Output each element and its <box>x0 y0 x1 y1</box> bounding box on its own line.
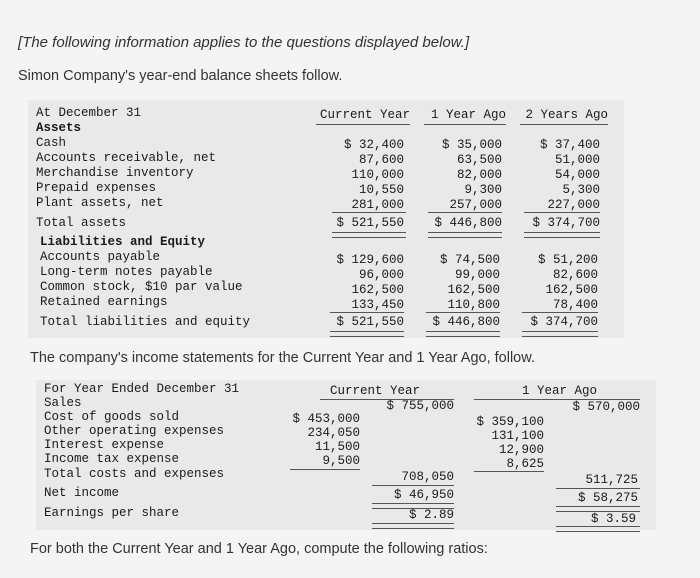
row-current: 162,500 <box>351 283 404 297</box>
row-current: 11,500 <box>314 440 360 454</box>
row-label: Other operating expenses <box>44 424 225 438</box>
row-2yr: 54,000 <box>554 168 600 182</box>
subtotal-line-2 <box>428 212 502 213</box>
row-1yr: $ 35,000 <box>441 138 502 152</box>
total-double-line-1 <box>332 232 406 238</box>
balance-heading: Simon Company's year-end balance sheets follow. <box>18 68 343 84</box>
liabilities-title: Liabilities and Equity <box>40 235 206 249</box>
bs-header-current: Current Year <box>319 108 410 122</box>
subtotal-line-1 <box>332 212 406 213</box>
eps-label: Earnings per share <box>44 506 180 520</box>
row-label: Merchandise inventory <box>36 166 194 180</box>
footer-text: For both the Current Year and 1 Year Ago, compute the following ratios: <box>30 541 488 557</box>
total-liab-1yr: $ 446,800 <box>432 315 500 329</box>
subtotal-line-4 <box>330 312 404 313</box>
row-current: $ 129,600 <box>336 253 404 267</box>
row-label: Accounts payable <box>40 250 161 264</box>
row-current: 234,050 <box>307 426 360 440</box>
row-current: 87,600 <box>358 153 404 167</box>
row-1yr: 257,000 <box>449 198 502 212</box>
row-1yr: 99,000 <box>454 268 500 282</box>
expense-subtotal-line-2 <box>474 471 544 472</box>
row-2yr: 5,300 <box>562 183 600 197</box>
row-current: 96,000 <box>358 268 404 282</box>
header-underline-1 <box>316 124 410 125</box>
sales-1yr: $ 570,000 <box>572 400 640 414</box>
expense-subtotal-line-1 <box>290 469 360 470</box>
row-2yr: 78,400 <box>552 298 598 312</box>
row-current: 110,000 <box>351 168 404 182</box>
total-assets-2yr: $ 374,700 <box>532 216 600 230</box>
row-current: $ 32,400 <box>343 138 404 152</box>
intro-text: [The following information applies to the questions displayed below.] <box>18 34 470 51</box>
subtotal-line-5 <box>426 312 500 313</box>
bs-header-2yr: 2 Years Ago <box>525 108 608 122</box>
is-header-label: For Year Ended December 31 <box>44 382 240 396</box>
row-1yr: $ 74,500 <box>439 253 500 267</box>
row-1yr: 162,500 <box>447 283 500 297</box>
net-income-current: $ 46,950 <box>393 488 454 502</box>
row-label: Long-term notes payable <box>40 265 213 279</box>
total-double-line-2 <box>428 232 502 238</box>
row-current: 281,000 <box>351 198 404 212</box>
eps-double-line-1 <box>372 523 454 529</box>
row-1yr: $ 359,100 <box>476 415 544 429</box>
sales-current: $ 755,000 <box>386 399 454 413</box>
row-label: Prepaid expenses <box>36 181 157 195</box>
total-liab-current: $ 521,550 <box>336 315 404 329</box>
subtotal-line-6 <box>522 312 598 313</box>
row-2yr: 227,000 <box>547 198 600 212</box>
row-2yr: 162,500 <box>545 283 598 297</box>
total-assets-current: $ 521,550 <box>336 216 404 230</box>
total-double-line-6 <box>522 331 598 337</box>
total-assets-1yr: $ 446,800 <box>434 216 502 230</box>
net-income-line-2 <box>556 488 640 489</box>
total-costs-current: 708,050 <box>401 470 454 484</box>
row-label: Common stock, $10 par value <box>40 280 243 294</box>
row-label: Accounts receivable, net <box>36 151 217 165</box>
row-2yr: $ 37,400 <box>539 138 600 152</box>
net-income-1yr: $ 58,275 <box>577 491 638 505</box>
header-underline-3 <box>520 124 608 125</box>
total-liab-label: Total liabilities and equity <box>40 315 251 329</box>
assets-title: Assets <box>36 121 82 135</box>
row-2yr: 82,600 <box>552 268 598 282</box>
bs-header-label: At December 31 <box>36 106 142 120</box>
sales-label: Sales <box>44 396 82 410</box>
row-label: Income tax expense <box>44 452 180 466</box>
row-current: 133,450 <box>351 298 404 312</box>
row-current: 9,500 <box>322 454 360 468</box>
is-header-1yr: 1 Year Ago <box>522 384 598 398</box>
net-income-label: Net income <box>44 486 120 500</box>
total-liab-2yr: $ 374,700 <box>530 315 598 329</box>
row-current: $ 453,000 <box>292 412 360 426</box>
row-2yr: $ 51,200 <box>537 253 598 267</box>
row-1yr: 63,500 <box>456 153 502 167</box>
total-double-line-3 <box>524 232 600 238</box>
total-costs-label: Total costs and expenses <box>44 467 225 481</box>
income-heading: The company's income statements for the Current Year and 1 Year Ago, follow. <box>30 350 535 366</box>
eps-double-line-2 <box>556 526 640 532</box>
row-label: Cash <box>36 136 67 150</box>
total-assets-label: Total assets <box>36 216 127 230</box>
row-current: 10,550 <box>358 183 404 197</box>
row-label: Interest expense <box>44 438 165 452</box>
row-1yr: 9,300 <box>464 183 502 197</box>
total-double-line-4 <box>330 331 404 337</box>
eps-current: $ 2.89 <box>408 508 454 522</box>
row-2yr: 51,000 <box>554 153 600 167</box>
subtotal-line-3 <box>524 212 600 213</box>
total-costs-1yr: 511,725 <box>585 473 638 487</box>
row-1yr: 82,000 <box>456 168 502 182</box>
bs-header-1yr: 1 Year Ago <box>430 108 506 122</box>
row-1yr: 12,900 <box>498 443 544 457</box>
net-income-line-1 <box>372 485 454 486</box>
total-double-line-5 <box>426 331 500 337</box>
is-header-current: Current Year <box>330 384 421 398</box>
header-underline-2 <box>424 124 506 125</box>
eps-1yr: $ 3.59 <box>590 512 636 526</box>
row-label: Cost of goods sold <box>44 410 180 424</box>
row-1yr: 131,100 <box>491 429 544 443</box>
row-1yr: 8,625 <box>506 457 544 471</box>
row-label: Plant assets, net <box>36 196 164 210</box>
row-1yr: 110,800 <box>447 298 500 312</box>
row-label: Retained earnings <box>40 295 168 309</box>
